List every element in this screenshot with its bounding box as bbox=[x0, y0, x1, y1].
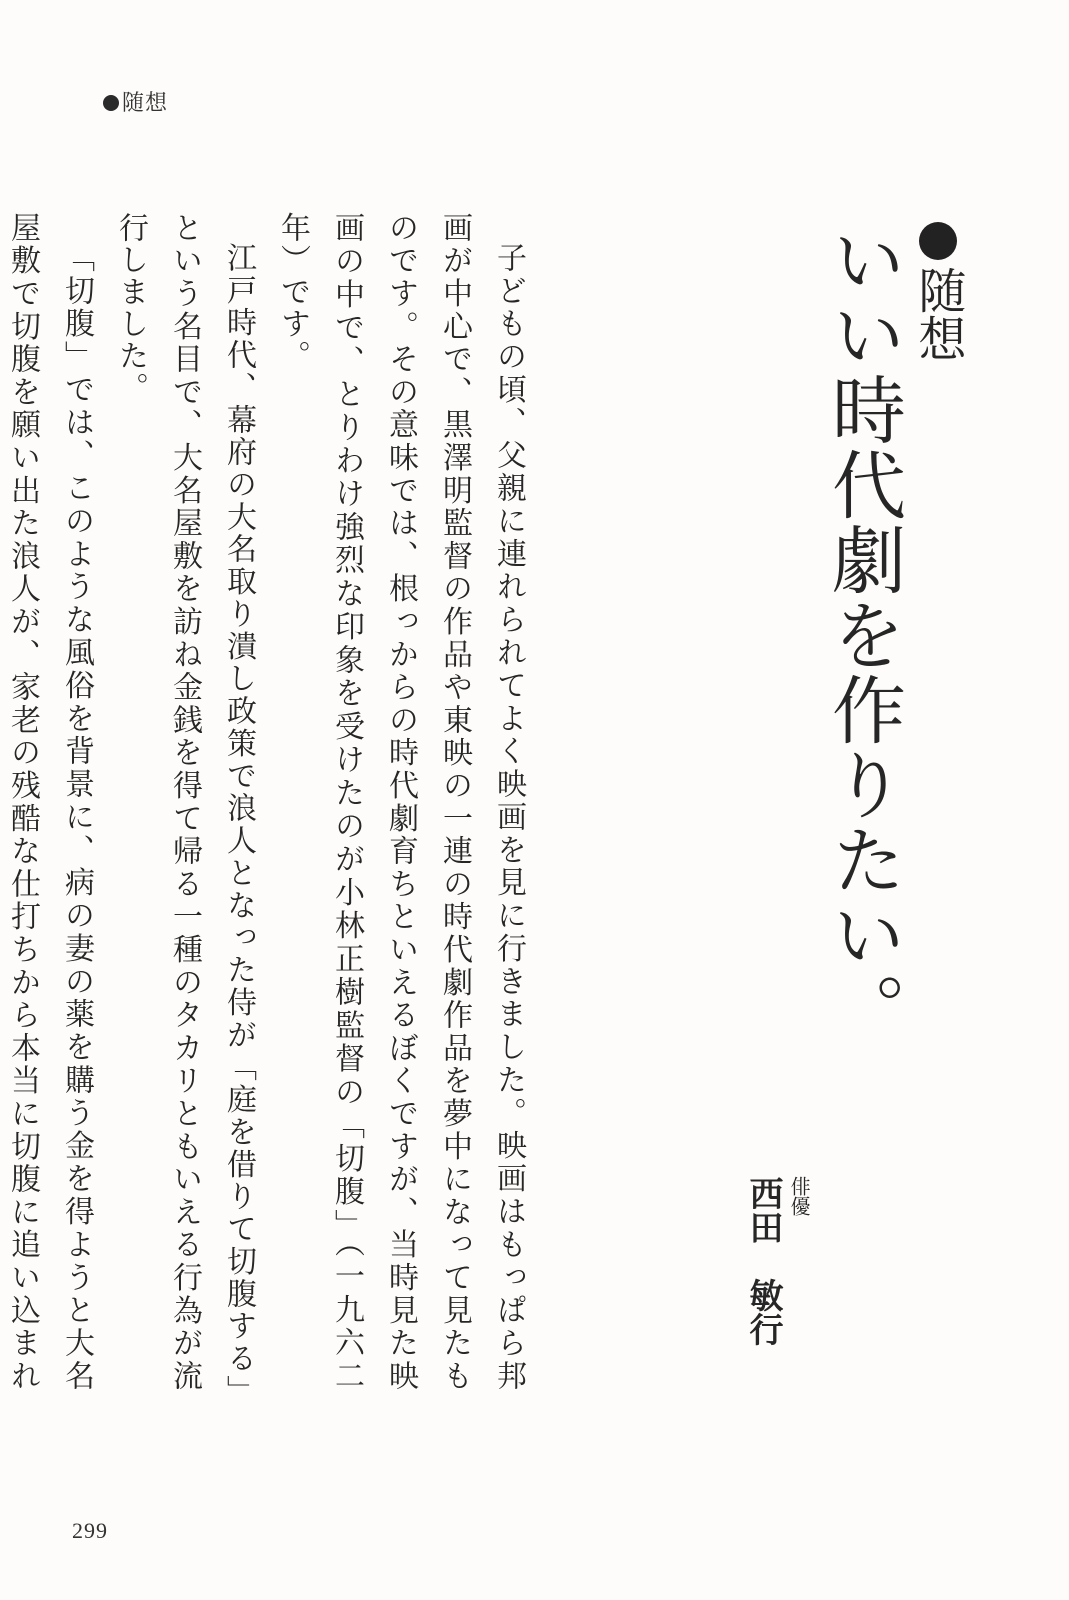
bullet-icon bbox=[103, 95, 119, 111]
paragraph: 江戸時代、幕府の大名取り潰し政策で浪人となった侍が「庭を借りて切腹する」という名目で、大名屋敷を訪ね金銭を得て帰る一種のタカリともいえる行為が流行しました。 bbox=[113, 212, 256, 1392]
essay-body bbox=[5, 212, 535, 1393]
paragraph: 子どもの頃、父親に連れられてよく映画を見に行きました。映画はもっぱら邦画が中心で、黒澤明監督の作品や東映の一連の時代劇作品を夢中になって見たものです。その意味では、根っからの時代劇育ちといえるぼくですが、当時見た映画の中で、とりわけ強烈な印象を受けたのが小林正樹監督の「切腹」（一九六二年）です。 bbox=[275, 212, 526, 1393]
paragraph: 「切腹」では、このような風俗を背景に、病の妻の薬を購う金を得ようと大名屋敷で切腹を願い出た浪人が、家老の残酷な仕打ちから本当に切腹に追い込まれ bbox=[5, 212, 94, 1393]
author-role: 俳優 bbox=[787, 1176, 811, 1216]
author-byline bbox=[733, 1176, 813, 1376]
author-name: 西田 敏行 bbox=[743, 1176, 783, 1346]
running-head bbox=[103, 86, 168, 117]
page-number: 299 bbox=[72, 1518, 108, 1543]
title-block bbox=[818, 222, 968, 1047]
running-head-label: 随想 bbox=[122, 91, 169, 116]
bullet-icon bbox=[919, 222, 957, 260]
section-label bbox=[908, 222, 968, 1002]
section-label-text: 随想 bbox=[910, 266, 966, 362]
page-title: いい時代劇を作りたい。 bbox=[820, 222, 906, 1047]
